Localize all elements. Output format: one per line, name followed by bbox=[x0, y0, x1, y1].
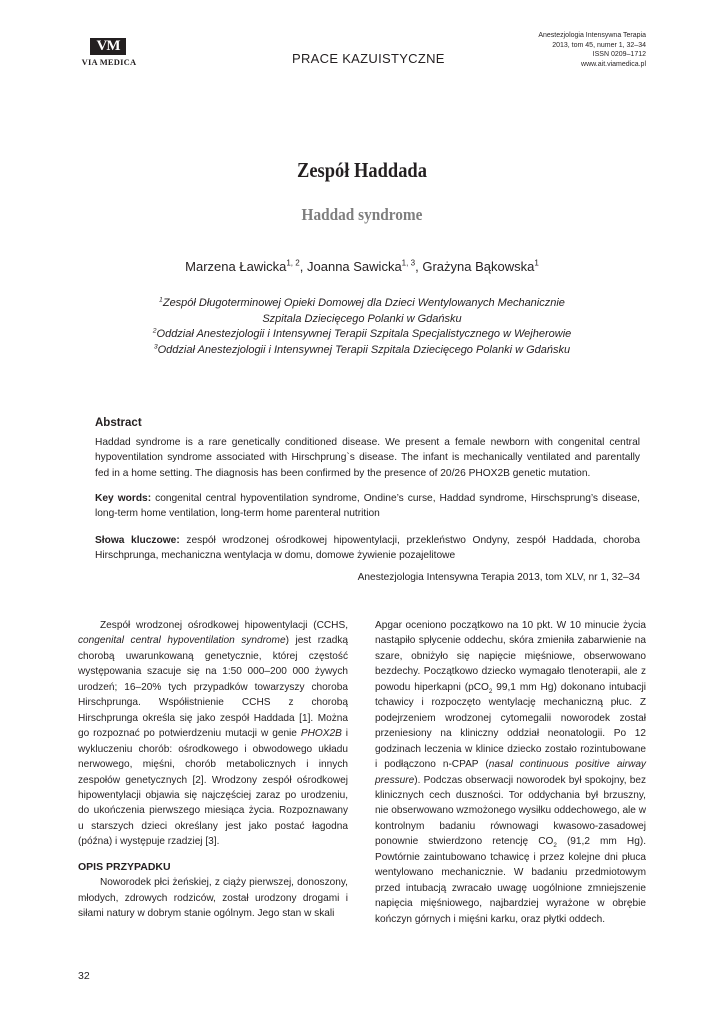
text-run: Apgar oceniono początkowo na 10 pkt. W 10 minucie życia nastąpiło spłycenie oddechu, skóra zmieniła zabarwienie na szare, obniżyło się napięcie mięśniowe, obserwowano bezdechy. Początkowo dziecko wymagało tlenoterapii, ale z powodu hiperkapni (pCO bbox=[375, 620, 646, 693]
keywords-label: Key words: bbox=[95, 493, 152, 504]
text-run-italic: congenital central hypoventilation syndrome bbox=[78, 635, 286, 647]
article-subtitle: Haddad syndrome bbox=[301, 205, 423, 224]
journal-issn: ISSN 0209–1712 bbox=[592, 51, 646, 58]
author-name: Marzena Ławicka bbox=[185, 259, 287, 274]
text-run: ). Podczas obserwacji noworodek był spokojny, bez klinicznych cech duszności. Tor oddychania był brzuszny, nie obserwowano wzmożonego wysiłku oddechowego, ale w kontrolnym badaniu równowagi kwasowo-zasadowej ponownie stwierdzono retencję CO bbox=[375, 774, 647, 848]
affiliation-line bbox=[80, 296, 644, 312]
text-run: 99,1 mm Hg) dokonano intubacji tchawicy i rozpoczęto wentylację mechaniczną płuc. Z podejrzeniem wrodzonej cytomegalii noworodek został przeniesiony na kliniczny oddział neonatologii. Po 12 godzinach leczenia w klinice dziecko zostało rozintubowane i podłączono n-CPAP ( bbox=[375, 681, 646, 771]
affiliation-number: 1 bbox=[159, 296, 163, 304]
journal-volume: 2013, tom 45, numer 1, 32–34 bbox=[552, 41, 646, 49]
text-run-italic: nasal continuous positive airway pressure bbox=[375, 759, 646, 786]
section-label: PRACE KAZUISTYCZNE bbox=[292, 51, 445, 66]
subscript: 2 bbox=[553, 842, 557, 850]
intro-paragraph bbox=[78, 618, 348, 850]
text-run: Zespół wrodzonej ośrodkowej hipowentylacji (CCHS, bbox=[100, 620, 348, 631]
text-run: ) jest rzadką chorobą uwarunkowaną genetycznie, której częstość występowania szacuje się na 1:50 000–200 000 żywych urodzeń; 16–20% tych przypadków towarzyszy choroba Hirschprunga. Współistnienie CCHS z chorobą Hirschprunga określa się jako zespół Haddada [1]. Można go rozpoznać po potwierdzeniu mutacji w genie bbox=[78, 635, 348, 740]
text-run-italic: PHOX2B bbox=[300, 728, 342, 740]
page-number: 32 bbox=[78, 970, 90, 982]
polish-keywords-text: zespół wrodzonej ośrodkowej hipowentylacji, przekleństwo Ondyny, zespół Haddada, choroba Hirschprunga, mechaniczna wentylacja w domu, domowe żywienie pozajelitowe bbox=[95, 535, 640, 562]
logo-mark: VM bbox=[90, 38, 126, 55]
left-column bbox=[78, 618, 348, 922]
text-run: (91,2 mm Hg). Powtórnie zaintubowano tchawicę i przez kolejne dni płuca wentylowano mechanicznie. W badaniu przedmiotowym przed intubacją zwracało uwagę uogólnione zmniejszenie napięcia mięśniowego, najbardziej wyrażone w obrębie kończyn górnych i mięśni karku, oraz płytki oddech. bbox=[375, 836, 646, 925]
author-name: Joanna Sawicka bbox=[307, 259, 402, 274]
publisher-logo bbox=[78, 38, 140, 70]
author-affiliation-ref: 1, 2 bbox=[286, 258, 300, 268]
affiliation-text: Zespół Długoterminowej Opieki Domowej dla Dzieci Wentylowanych Mechanicznie bbox=[162, 297, 565, 309]
polish-keywords-label: Słowa kluczowe: bbox=[95, 535, 180, 546]
case-paragraph: Noworodek płci żeńskiej, z ciąży pierwszej, donoszony, młodych, zdrowych rodziców, został urodzony drogami i siłami natury w dobrym stanie ogólnym. Jego stan w skali bbox=[78, 877, 348, 920]
polish-keywords bbox=[95, 533, 640, 564]
author-name: Grażyna Bąkowska bbox=[422, 259, 535, 274]
affiliation-number: 2 bbox=[152, 327, 157, 335]
subscript: 2 bbox=[488, 687, 493, 695]
affiliation-line bbox=[80, 343, 644, 359]
keywords bbox=[95, 491, 640, 522]
affiliation-text: Oddział Anestezjologii i Intensywnej Terapii Szpitala Specjalistycznego w Wejherowie bbox=[156, 328, 572, 340]
text-run: i wykluczeniu chorób: ośrodkowego i obwodowego układu nerwowego, mięśni, chorób metabolicznych i innych zespołów genetycznych [2]. Wrodzony zespół ośrodkowej hipowentylacji objawia się najczęściej zaraz po urodzeniu, do ukończenia pierwszego miesiąca życia. Rozpoznawany u starszych dzieci określany jest jako postać łagodna (późna) i występuje rzadziej [3]. bbox=[78, 728, 348, 848]
affiliation-number: 3 bbox=[153, 342, 158, 350]
author-affiliation-ref: 1, 3 bbox=[401, 258, 416, 268]
affiliation-line bbox=[80, 327, 644, 343]
author-separator: , bbox=[299, 259, 307, 274]
affiliation-text: Oddział Anestezjologii i Intensywnej Terapii Szpitala Dziecięcego Polanki w Gdańsku bbox=[157, 343, 571, 356]
affiliation-line bbox=[80, 312, 644, 328]
article-title: Zespół Haddada bbox=[297, 158, 427, 182]
right-column bbox=[375, 618, 646, 927]
journal-name: Anestezjologia Intensywna Terapia bbox=[538, 32, 646, 39]
abstract-heading: Abstract bbox=[95, 417, 142, 429]
logo-text: VIA MEDICA bbox=[81, 57, 137, 67]
author-list bbox=[0, 259, 724, 274]
keywords-text: congenital central hypoventilation syndrome, Ondine’s curse, Haddad syndrome, Hirschsprung’s disease, long-term home ventilation, long-term home parenteral nutrition bbox=[95, 493, 640, 520]
affiliation-text: Szpitala Dziecięcego Polanki w Gdańsku bbox=[262, 312, 462, 325]
author-affiliation-ref: 1 bbox=[534, 258, 539, 268]
abstract-text: Haddad syndrome is a rare genetically conditioned disease. We present a female newborn with congenital central hypoventilation syndrome associated with Hirschprung`s disease. The infant is mechanically ventilated and parentally fed in a home setting. The diagnosis has been confirmed by the presence of 20/26 PHOX2B genetic mutation. bbox=[95, 437, 640, 479]
author-separator: , bbox=[415, 259, 423, 274]
affiliations bbox=[80, 296, 644, 358]
case-continuation-paragraph bbox=[375, 618, 646, 927]
citation: Anestezjologia Intensywna Terapia 2013, tom XLV, nr 1, 32–34 bbox=[357, 572, 640, 583]
journal-url[interactable]: www.ait.viamedica.pl bbox=[581, 60, 646, 68]
journal-info bbox=[538, 31, 646, 69]
case-heading: OPIS PRZYPADKU bbox=[78, 860, 171, 873]
